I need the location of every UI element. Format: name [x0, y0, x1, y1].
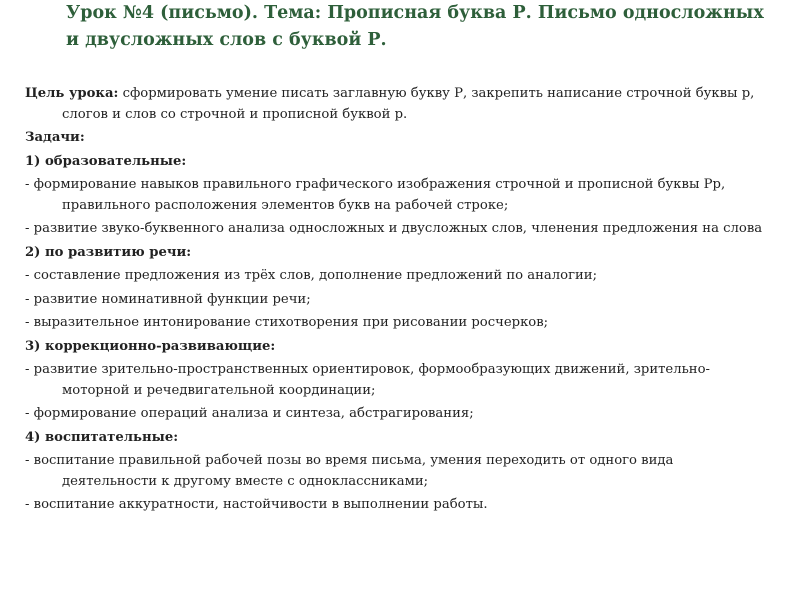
list-item: - развитие номинативной функции речи;	[25, 291, 311, 307]
list-item: - воспитание правильной рабочей позы во время письма, умения переходить от одного вида деятельности к другому вместе с одноклассниками;	[25, 453, 674, 489]
list-item: - формирование навыков правильного графического изображения строчной и прописной буквы Рр, правильного расположения элементов букв на рабочей строке;	[25, 177, 726, 213]
slide-title: Урок №4 (письмо). Тема: Прописная буква Р. Письмо односложных и двусложных слов с буквой Р.	[66, 3, 764, 50]
section-speech-heading: 2) по развитию речи:	[25, 244, 192, 260]
list-item: - воспитание аккуратности, настойчивости в выполнении работы.	[25, 497, 488, 512]
list-item: - формирование операций анализа и синтеза, абстрагирования;	[25, 406, 474, 421]
tasks-heading: Задачи:	[25, 130, 85, 145]
section-upbringing-heading: 4) воспитательные:	[25, 429, 179, 445]
lesson-goal-text: сформировать умение писать заглавную букву Р, закрепить написание строчной буквы р, слогов и слов со строчной и прописной буквой р.	[62, 86, 755, 122]
list-item: - развитие зрительно-пространственных ориентировок, формообразующих движений, зрительно-моторной и речедвигательной координации;	[25, 362, 710, 398]
section-correctional-heading: 3) коррекционно-развивающие:	[25, 338, 276, 354]
list-item: - составление предложения из трёх слов, дополнение предложений по аналогии;	[25, 268, 598, 283]
lesson-goal	[25, 84, 770, 125]
list-item: - развитие звуко-буквенного анализа односложных и двусложных слов, членения предложения на слова	[25, 221, 763, 236]
section-educational-heading: 1) образовательные:	[25, 153, 187, 169]
list-item: - выразительное интонирование стихотворения при рисовании росчерков;	[25, 315, 549, 330]
lesson-goal-label: Цель урока:	[25, 86, 119, 101]
slide-content	[25, 84, 770, 519]
